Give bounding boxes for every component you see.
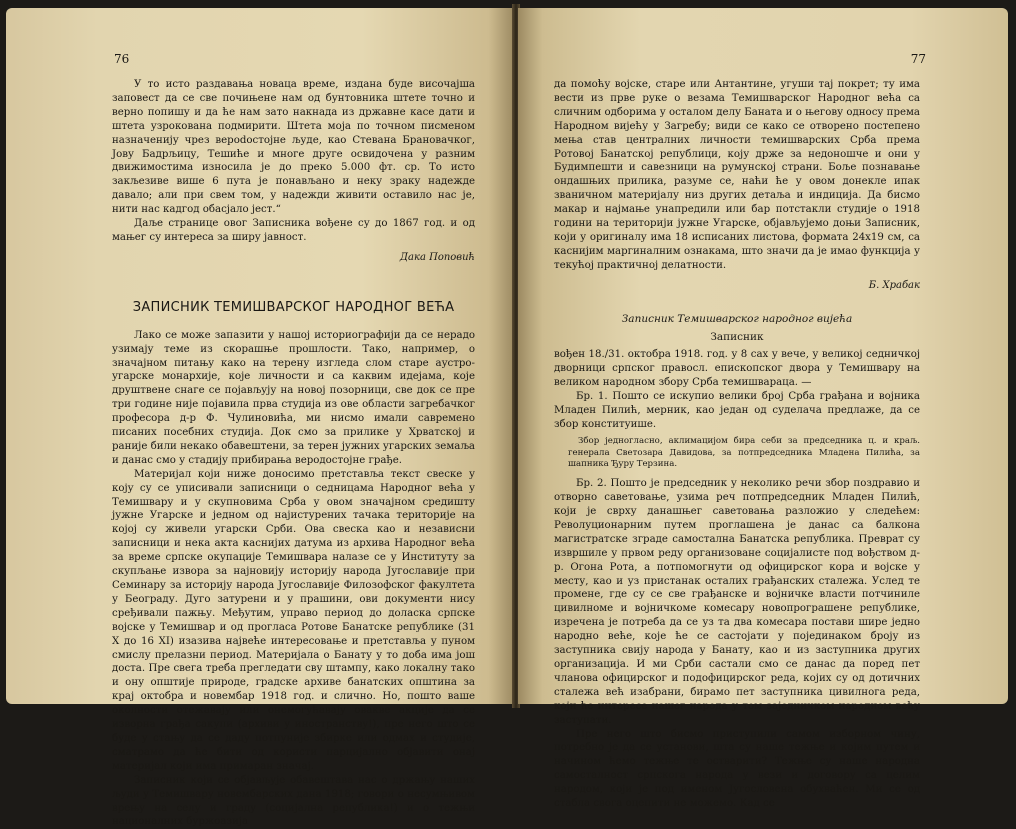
left-text-column — [112, 78, 475, 829]
author-signature: Б. Храбак — [868, 279, 920, 291]
right-page — [518, 8, 1008, 810]
paragraph: Пре него што бисмо приступили самом изборном чину, потребно је да се установи, шта су наше тежње и којим путем и начином ћемо тежње те остварити? Тежње су наше народна самосталност српскога народа у вези и договору са целим народом, који је под именом Југословена обухваћен. Ми се од стабла свога оцепити не можемо. Кад се — [554, 728, 920, 810]
paragraph: Бр. 1. Пошто се искупио велики број Срба грађана и војника Младен Пилић, мерник, као један од суделача предлаже, да се збор конституише. — [554, 391, 920, 430]
paragraph: Бр. 2. Пошто је председник у неколико речи збор поздравио и отворно саветовање, узима реч потпредседник Младен Пилић, који је сврху данашњег саветовања разложио у следећем: Револуционарним путем проглашена је данас са балкона магистратске зграде самостална Банатска република. Преврат су извршиле у првом реду организоване социјалисте под вођством д-р. Огона Рота, а потпомогнути од официрског кора и војске у месту, као и уз пристанак осталих грађанских сталежа. Услед те промене, где су се све грађанске и војничке власти потчиниле цивилноме и војничкоме комесару новопрограшене републике, изречена је потреба да се уз та два комесара постави шире једно народно веће, које ће се састојати у појединаком броју из заступника свију народа у Банату, као и из заступника других организација. И ми Срби састали смо се данас да поред пет чланова официрског и подофицирског реда, којих су од дотичних сталежа већ изабрани, бирамо пет заступника цивилнога реда, који ће интересе нашег народа у том заједничком народном већу заступати. — [554, 478, 920, 726]
paragraph: Материјал који ниже доносимо претставља текст свеске у коју су се уписивали записници о седницама Народног већа у Темишвару и у скупновима Срба у овом значајном средишту јужне Угарске и једном од најистурених тачака територије на којој су живели угарски Срби. Ова свеска као и независни записници и нека акта каснијих датума из архива Народног већа за време српске окупације Темишвара налазе се у Институту за скупљање извора за најновију историју народа Југославије при Семинару за историју народа Југославије Филозофског факултета у Београду. Дуго затурени и у прашини, ови документи нису сређивали пажњу. Међутим, управо период до доласка српске војске у Темишвар и од прогласа Ротове Банатске републике (31 X до 16 XI) изазива највеће интересовање и претставља у пуном смислу прелазни период. Материјала о Банату у то доба има још доста. Пре свега треба прегледати сву штампу, како локалну тако и ону општије природе, градске архиве банатских општина за крај октобра и новембар 1918 год. и слично. Но, пошто ваше околности отежавају или онемогућавају овакве акције да се изворна грађа сакупи (архиви у иностранству!), пре него што се буде у стању да се даду потпуније збирке или одмах и студије, сматрамо да ће бити од користи парцијално објавити онај материјал који има примаран значај. — [112, 468, 475, 772]
right-text-column — [554, 78, 920, 811]
paragraph: да помоћу војске, старе или Антантине, угуши тај покрет; ту има вести из прве руке о везама Темишварског Народног већа са сличним одборима у осталом делу Баната и о његову односу према Народном вијећу у Загребу; види се како се отворено постепено мења став централних личности темишварских Срба према Ротовој Банатској републици, коју држе за недоношче и они у Будимпешти и савезници на румунској страни. Боље познавање ондашњих прилика, разуме се, наћи ће у овом донекле ипак званичном материјалу низ других детаља и индиција. Да бисмо макар и најмање унапредили или бар потстакли студије о 1918 години на територији јужне Угарске, објављујемо доњи Записник, који у оригиналу има 18 исписаних листова, формата 24x19 см, са каснијим маргиналним ознакама, што значи да је имао функција у текућој практичној делатности. — [554, 79, 920, 271]
document-title: Записник Темишварског народног вијећа — [621, 312, 853, 325]
page-number: 76 — [114, 52, 130, 66]
document-subtitle: Записник — [710, 330, 764, 343]
paragraph: Записник који се објављује обавештава нас о држању наших људи у Темишвару новембарских дана 1918; говори о несумњивом врењу на селу и граду (социјална република!) и о тежњи националних буржоазија — [112, 774, 475, 828]
author-signature: Дака Поповић — [399, 251, 475, 263]
page-number: 77 — [910, 52, 926, 66]
paragraph: У то исто раздавања новаца време, издана буде височајша заповест да се све почињене нам од бунтовника штете точно и верно попишу и да ће нам зато накнада из државне касе дати и штета узрокована подмирити. Штета моја по точном писменом назначенију чрез вероdoстојне људе, као Стевана Брановачког, Јову Бадрљицу, Тешиће и многе друге освидочена у разним движимостима износила је до преко 5.000 фт. ср. То исто закљезиве више 6 пута је понављано и неку зраку надежде давало; али при свем том, у надежди живити оставило нас је, нити нас кадгод обасјало јест.“ — [112, 79, 475, 216]
footnote-paragraph: Збор једногласно, аклимацијом бира себи за председника ц. и краљ. генерала Светозара Давидова, за потпредседника Младена Пилића, за шапника Ђуру Терзина. — [568, 435, 920, 470]
left-page — [6, 8, 514, 828]
paragraph: вођен 18./31. октобра 1918. год. у 8 сах у вече, у великој седничкој дворници српског правосл. епископског двора у Темишвару на великом народном збору Срба темишвараца. — — [554, 349, 920, 389]
section-title: ЗАПИСНИК ТЕМИШВАРСКОГ НАРОДНОГ ВЕЋА — [132, 299, 455, 315]
paragraph: Лако се може запазити у нашој историографији да се нерадо узимају теме из скорашње прошлости. Тако, например, о значајном питању како на терену изгледа слом старе аустро-угарске монархије, које личности и са каквим идејама, које друштвене снаге се појављују на новој позорници, све док се пре три године није појавила прва студија из ове области загребачког професора д-р Ф. Чулиновића, ми нисмо имали савремено писаних посебних студија. Док смо за прилике у Хрватској и раније били некако обавештени, за терен јужних угарских земаља и данас смо у стадију прибирања веродостојне грађе. — [112, 329, 475, 466]
paragraph: Даље странице овог Записника вођене су до 1867 год. и од мањег су интереса за ширу јавност. — [112, 218, 475, 243]
